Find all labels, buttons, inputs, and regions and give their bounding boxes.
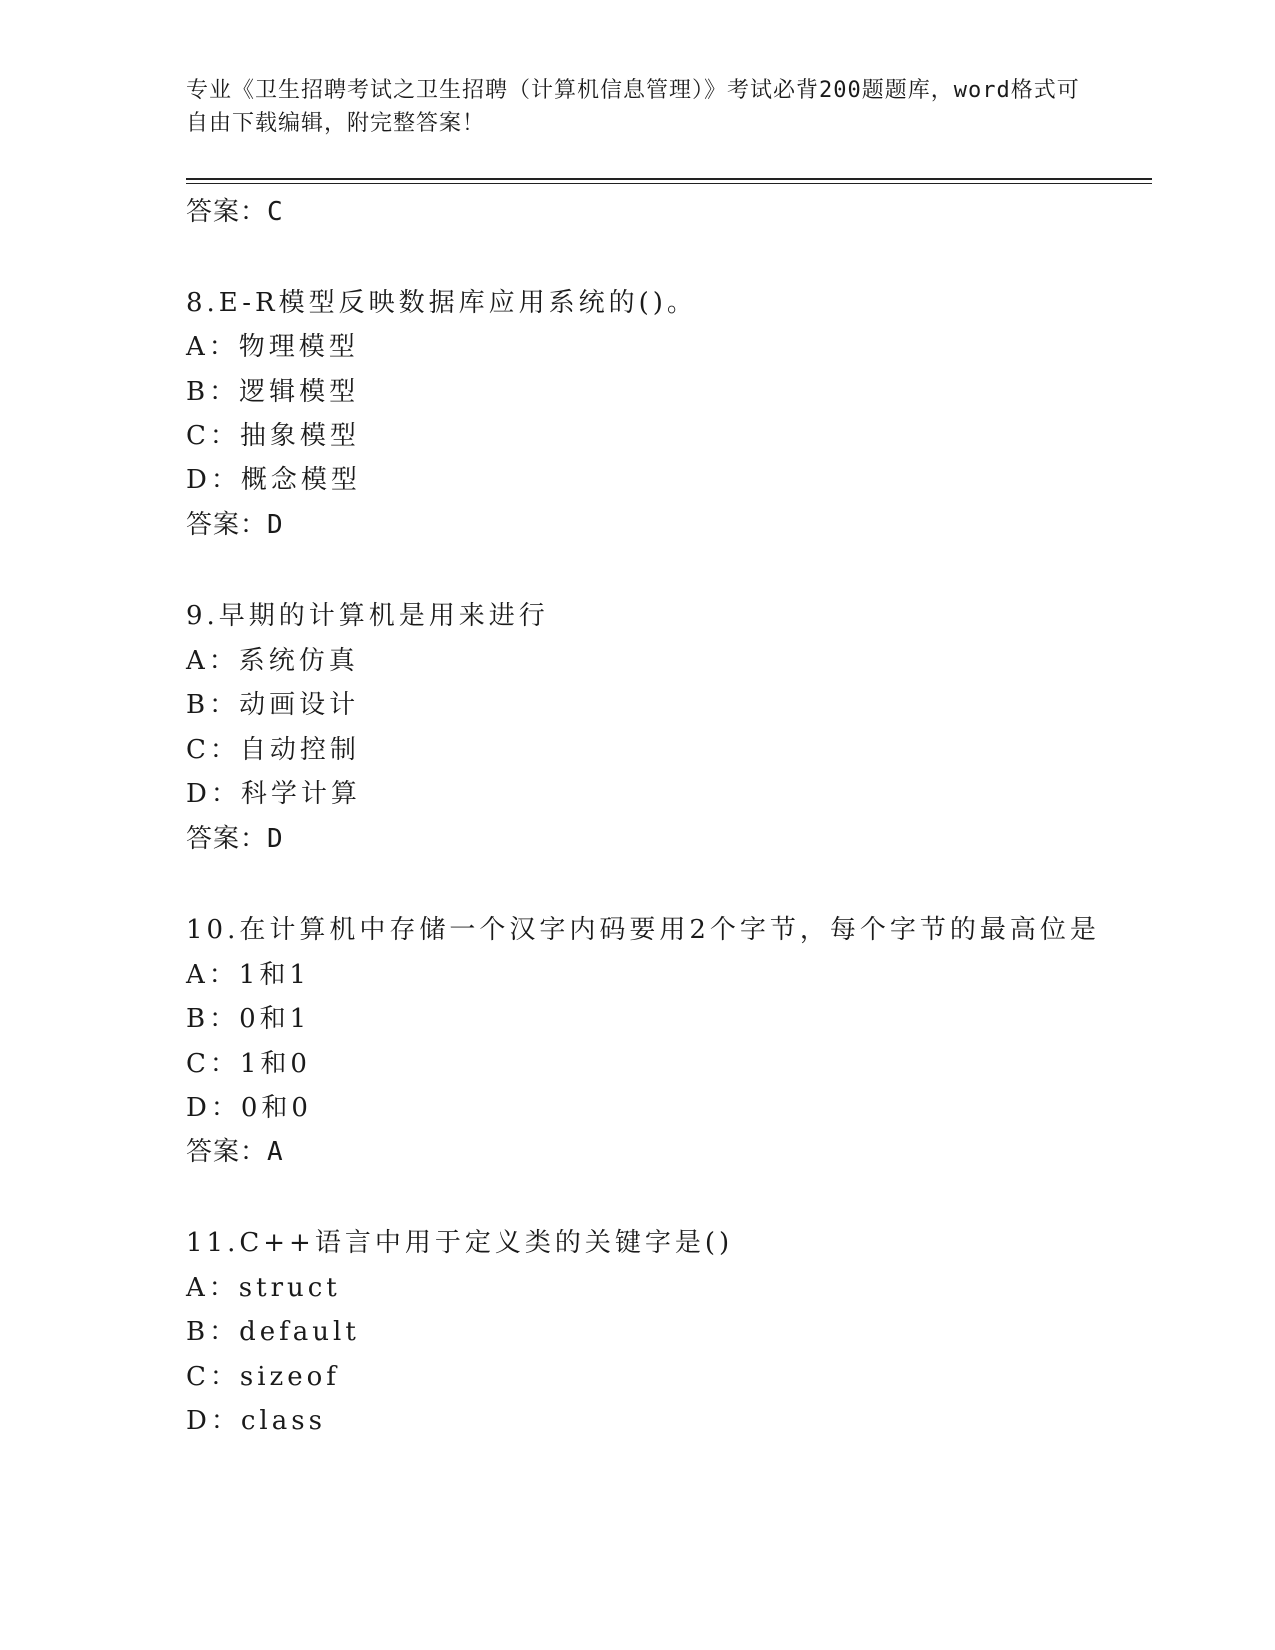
option-b: B：动画设计 (186, 690, 360, 720)
option-c: C：1和0 (186, 1049, 311, 1079)
option-d: D：科学计算 (186, 779, 361, 809)
option-a: A：struct (186, 1273, 341, 1303)
option-c: C：抽象模型 (186, 421, 360, 451)
header-divider-thick (186, 178, 1152, 180)
option-d: D：0和0 (186, 1093, 312, 1123)
option-b: B：0和1 (186, 1004, 311, 1034)
question-stem: 9.早期的计算机是用来进行 (186, 601, 549, 631)
document-header: 专业《卫生招聘考试之卫生招聘（计算机信息管理）》考试必背200题题库，word格式可自由下载编辑，附完整答案！ (186, 78, 1080, 136)
option-a: A：物理模型 (186, 332, 359, 362)
option-a: A：系统仿真 (186, 646, 359, 676)
option-c: C：sizeof (186, 1362, 340, 1392)
question-stem: 8.E-R模型反映数据库应用系统的()。 (186, 288, 697, 318)
option-c: C：自动控制 (186, 735, 360, 765)
question-stem: 10.在计算机中存储一个汉字内码要用2个字节，每个字节的最高位是 (186, 915, 1100, 945)
option-b: B：default (186, 1317, 360, 1347)
header-divider-thin (186, 183, 1152, 184)
answer-line: 答案：D (186, 824, 284, 854)
option-d: D：概念模型 (186, 465, 361, 495)
answer-line: 答案：C (186, 197, 284, 227)
option-d: D：class (186, 1406, 326, 1436)
option-a: A：1和1 (186, 960, 310, 990)
question-stem: 11.C++语言中用于定义类的关键字是() (186, 1228, 734, 1258)
answer-line: 答案：D (186, 510, 284, 540)
answer-line: 答案：A (186, 1137, 284, 1167)
option-b: B：逻辑模型 (186, 377, 360, 407)
